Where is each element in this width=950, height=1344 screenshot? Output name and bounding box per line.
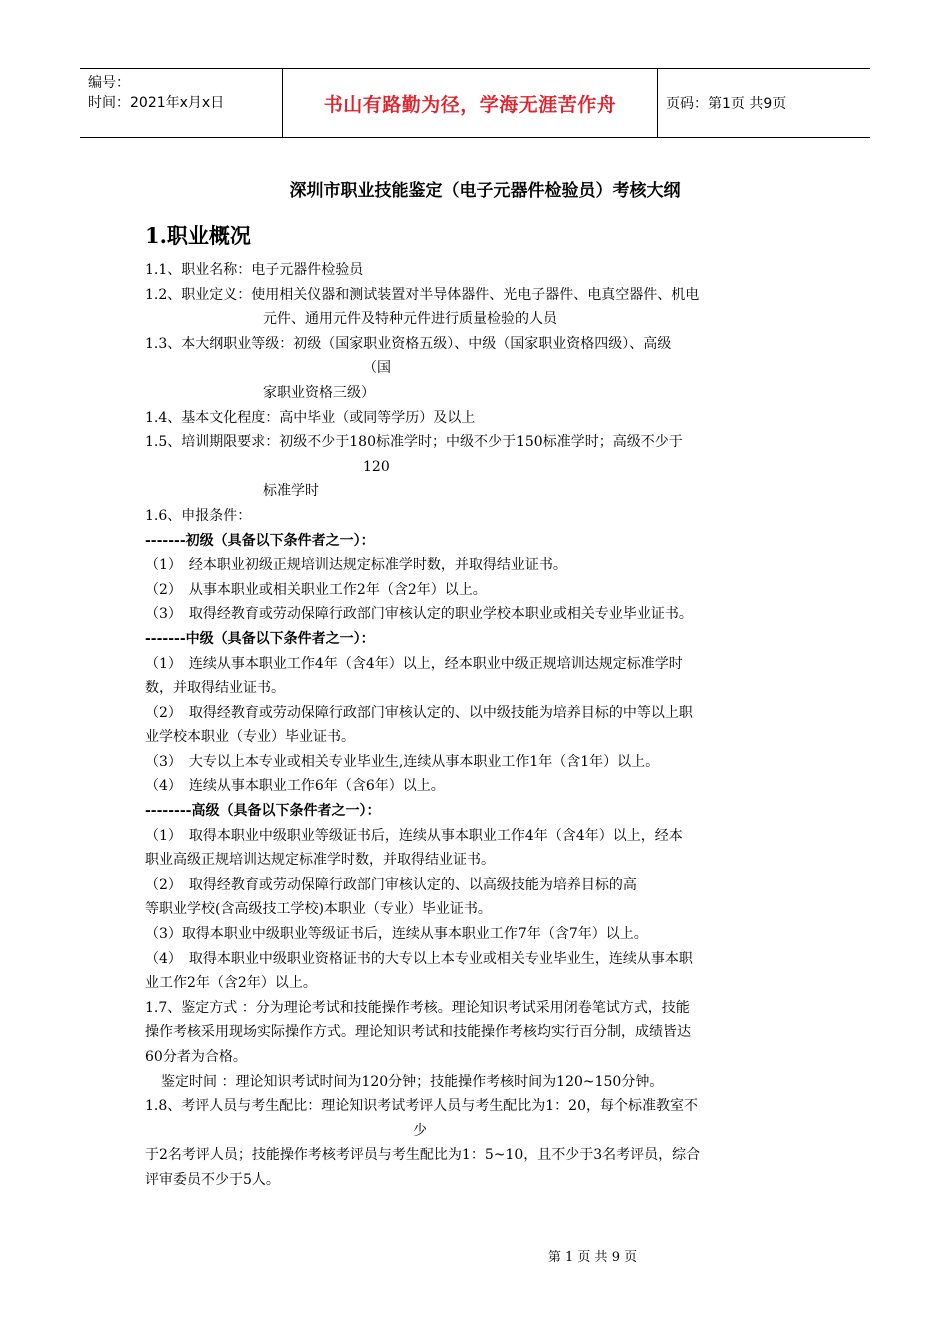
document-time-label: 时间：2021年x月x日 [88, 95, 225, 111]
junior-level-heading: -------初级（具备以下条件者之一）： [145, 532, 375, 549]
text-line: 标准学时 [263, 483, 319, 500]
text-line: 120 [363, 458, 390, 475]
text-line: 操作考核采用现场实际操作方式。理论知识考试和技能操作考核均实行百分制，成绩皆达 [145, 1024, 691, 1041]
list-item: 等职业学校(含高级技工学校)本职业（专业）毕业证书。 [145, 901, 492, 918]
text-line: 60分者为合格。 [145, 1049, 247, 1065]
text-line: 1.5、培训期限要求：初级不少于180标准学时；中级不少于150标准学时；高级不少于 [145, 434, 683, 451]
list-item: （2） 取得经教育或劳动保障行政部门审核认定的、以高级技能为培养目标的高 [145, 876, 637, 893]
list-item: 业工作2年（含2年）以上。 [145, 975, 317, 992]
intermediate-level-heading: -------中级（具备以下条件者之一）： [145, 630, 375, 647]
text-line: 鉴定时间 ：理论知识考试时间为120分钟；技能操作考核时间为120~150分钟。 [161, 1073, 664, 1090]
text-line: 1.8、考评人员与考生配比：理论知识考试考评人员与考生配比为1：20，每个标准教室不 [145, 1098, 698, 1115]
text-line: 家职业资格三级） [263, 384, 375, 401]
list-item: （2） 取得经教育或劳动保障行政部门审核认定的、以中级技能为培养目标的中等以上职 [145, 704, 693, 721]
text-line: 1.6、申报条件： [145, 507, 252, 524]
document-title: 深圳市职业技能鉴定（电子元器件检验员）考核大纲 [289, 181, 681, 201]
section-heading: 1.职业概况 [145, 223, 251, 248]
list-item: （1） 经本职业初级正规培训达规定标准学时数，并取得结业证书。 [145, 557, 567, 574]
page-header [80, 68, 870, 138]
senior-level-heading: --------高级（具备以下条件者之一）： [145, 803, 381, 820]
list-item: （1） 取得本职业中级职业等级证书后，连续从事本职业工作4年（含4年）以上，经本 [145, 827, 683, 844]
text-line: 1.1、职业名称：电子元器件检验员 [145, 262, 364, 278]
list-item: （4） 取得本职业中级职业资格证书的大专以上本专业或相关专业毕业生，连续从事本职 [145, 950, 693, 967]
document-number-label: 编号： [88, 75, 130, 91]
list-item: （3） 取得经教育或劳动保障行政部门审核认定的职业学校本职业或相关专业毕业证书。 [145, 606, 693, 623]
list-item: （3） 大专以上本专业或相关专业毕业生,连续从事本职业工作1年（含1年）以上。 [145, 753, 660, 770]
header-page-number: 页码：第1页 共9页 [666, 96, 787, 112]
header-meta [80, 69, 282, 137]
list-item: （3）取得本职业中级职业等级证书后，连续从事本职业工作7年（含7年）以上。 [145, 926, 648, 943]
list-item: （1） 连续从事本职业工作4年（含4年）以上，经本职业中级正规培训达规定标准学时 [145, 655, 683, 672]
text-line: 1.3、本大纲职业等级：初级（国家职业资格五级）、中级（国家职业资格四级）、高级 [145, 335, 672, 352]
list-item: （2） 从事本职业或相关职业工作2年（含2年）以上。 [145, 581, 487, 598]
text-line: 少 [413, 1122, 427, 1139]
text-line: 1.7、鉴定方式 ：分为理论考试和技能操作考核。理论知识考试采用闭卷笔试方式，技能 [145, 999, 690, 1016]
text-line: 于2名考评人员；技能操作考核考评员与考生配比为1：5~10，且不少于3名考评员，综合 [145, 1147, 701, 1164]
text-line: 元件、通用元件及特种元件进行质量检验的人员 [263, 311, 557, 328]
text-line: 1.2、职业定义：使用相关仪器和测试装置对半导体器件、光电子器件、电真空器件、机电 [145, 286, 700, 303]
list-item: 职业高级正规培训达规定标准学时数，并取得结业证书。 [145, 852, 495, 869]
text-line: 1.4、基本文化程度：高中毕业（或同等学历）及以上 [145, 409, 476, 426]
document-body [145, 258, 810, 1193]
header-motto: 书山有路勤为径，学海无涯苦作舟 [282, 69, 658, 137]
list-item: （4） 连续从事本职业工作6年（含6年）以上。 [145, 778, 445, 795]
text-line: （国 [363, 360, 391, 377]
page-footer: 第 1 页 共 9 页 [547, 1250, 638, 1265]
list-item: 业学校本职业（专业）毕业证书。 [145, 729, 355, 746]
text-line: 评审委员不少于5人。 [145, 1171, 280, 1188]
list-item: 数，并取得结业证书。 [145, 680, 285, 697]
